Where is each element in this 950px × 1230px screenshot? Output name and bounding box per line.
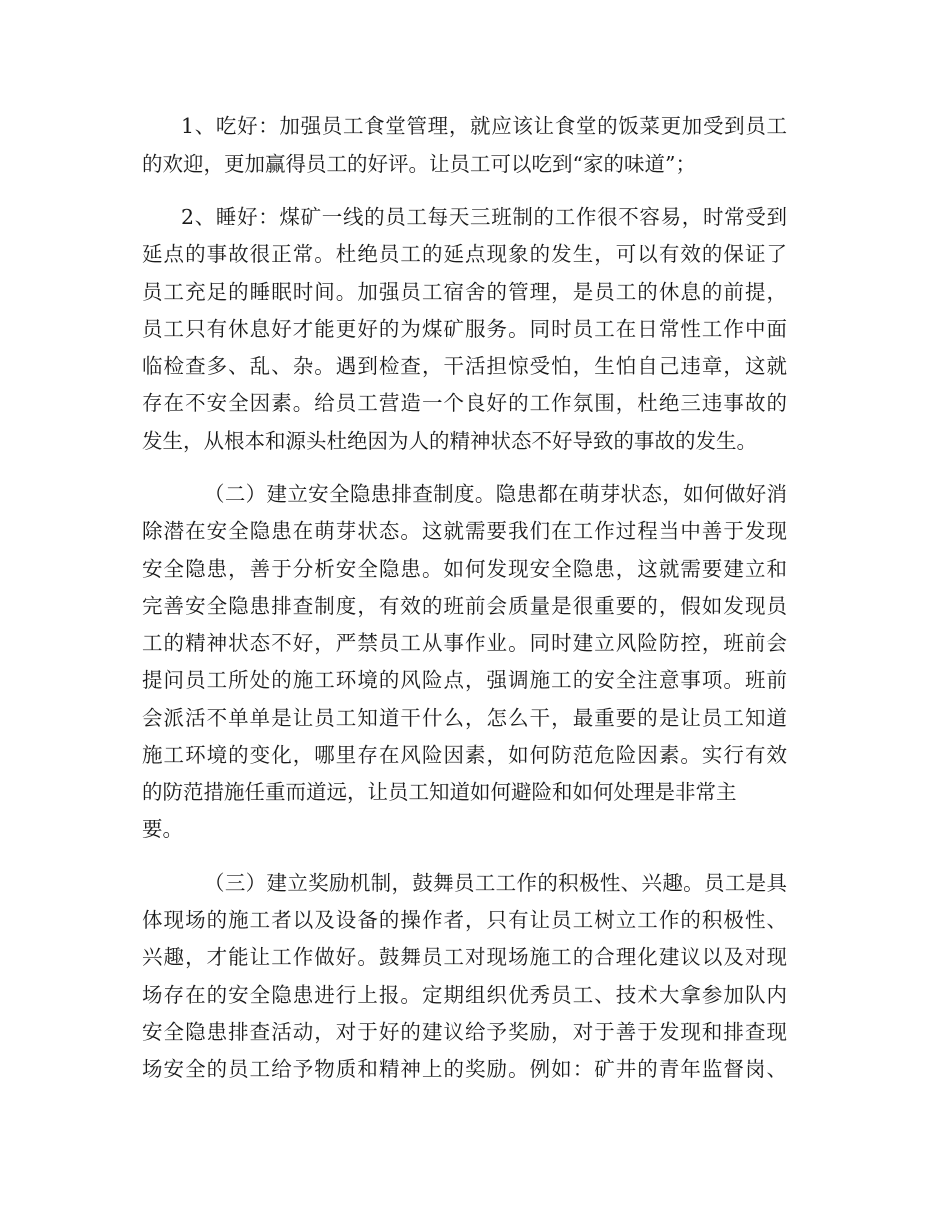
paragraph-line: 体现场的施工者以及设备的操作者，只有让员工树立工作的积极性、 [142,908,787,932]
paragraph-line: 1、吃好：加强员工食堂管理，就应该让食堂的饭菜更加受到员工 [181,114,787,138]
paragraph-line: 临检查多、乱、杂。遇到检查，干活担惊受怕，生怕自己违章，这就 [142,354,787,378]
paragraph-line: 的防范措施任重而道远，让员工知道如何避险和如何处理是非常主 [142,780,737,804]
paragraph-line: 施工环境的变化，哪里存在风险因素，如何防范危险因素。实行有效 [142,743,787,767]
paragraph-line: 2、睡好：煤矿一线的员工每天三班制的工作很不容易，时常受到 [181,205,787,229]
paragraph-line: 安全隐患排查活动，对于好的建议给予奖励，对于善于发现和排查现 [142,1020,787,1044]
paragraph-line: 的欢迎，更加赢得员工的好评。让员工可以吃到“家的味道”； [142,152,696,176]
paragraph-line: 存在不安全因素。给员工营造一个良好的工作氛围，杜绝三违事故的 [142,391,787,415]
paragraph-line: 兴趣，才能让工作做好。鼓舞员工对现场施工的合理化建议以及对现 [142,945,787,969]
paragraph-line: 工的精神状态不好，严禁员工从事作业。同时建立风险防控，班前会 [142,631,787,655]
paragraph-line: 除潜在安全隐患在萌芽状态。这就需要我们在工作过程当中善于发现 [142,519,787,543]
paragraph-line: 要。 [142,817,183,841]
paragraph-line: 场存在的安全隐患进行上报。定期组织优秀员工、技术大拿参加队内 [142,983,787,1007]
paragraph-line: 完善安全隐患排查制度，有效的班前会质量是很重要的，假如发现员 [142,594,787,618]
paragraph-line: 场安全的员工给予物质和精神上的奖励。例如：矿井的青年监督岗、 [142,1057,787,1081]
paragraph-line: （二）建立安全隐患排查制度。隐患都在萌芽状态，如何做好消 [204,482,787,506]
paragraph-line: 会派活不单单是让员工知道干什么，怎么干，最重要的是让员工知道 [142,706,787,730]
paragraph-line: 员工充足的睡眠时间。加强员工宿舍的管理，是员工的休息的前提， [142,280,787,304]
paragraph-line: 延点的事故很正常。杜绝员工的延点现象的发生，可以有效的保证了 [142,242,787,266]
paragraph-line: 提问员工所处的施工环境的风险点，强调施工的安全注意事项。班前 [142,668,787,692]
paragraph-line: 员工只有休息好才能更好的为煤矿服务。同时员工在日常性工作中面 [142,317,787,341]
paragraph-line: 安全隐患，善于分析安全隐患。如何发现安全隐患，这就需要建立和 [142,557,787,581]
paragraph-line: 发生，从根本和源头杜绝因为人的精神状态不好导致的事故的发生。 [142,429,757,453]
paragraph-line: （三）建立奖励机制，鼓舞员工工作的积极性、兴趣。员工是具 [204,871,787,895]
